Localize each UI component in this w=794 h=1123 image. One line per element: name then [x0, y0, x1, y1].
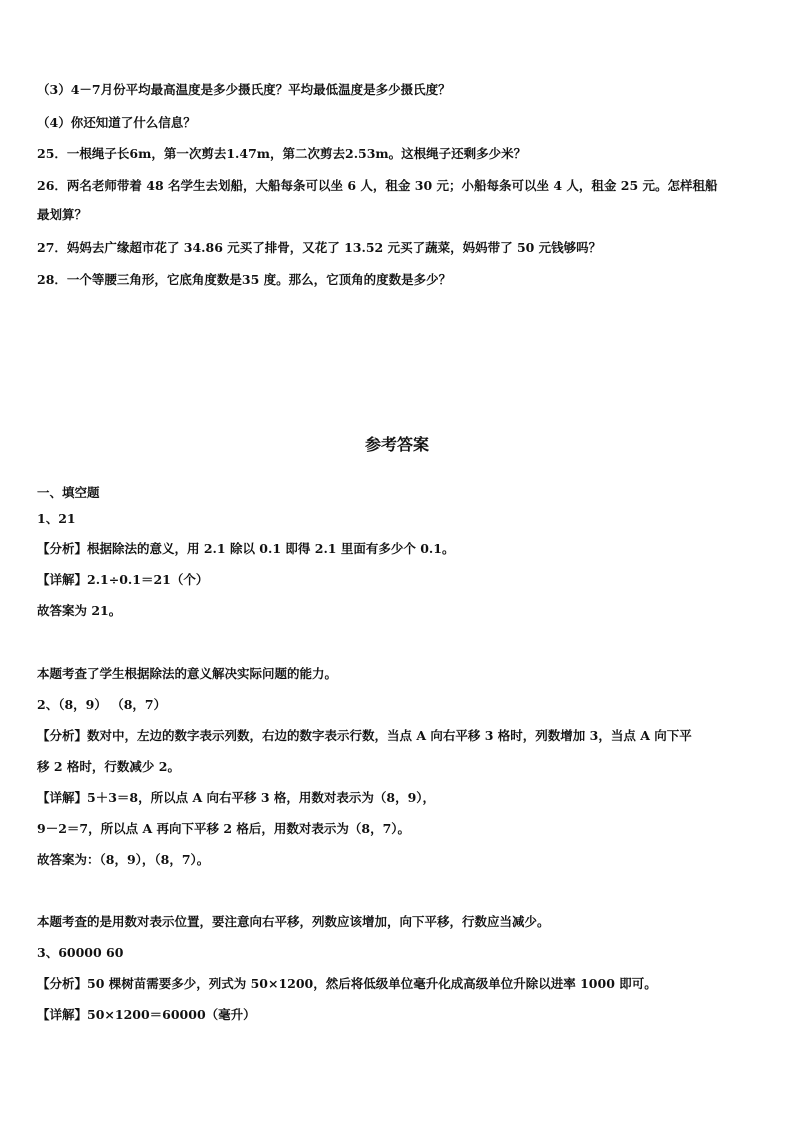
answer-1-comment: 本题考查了学生根据除法的意义解决实际问题的能力。 — [37, 666, 338, 681]
answer-2-comment: 本题考查的是用数对表示位置，要注意向右平移，列数应该增加，向下平移，行数应当减少。 — [37, 914, 550, 929]
answer-2-head: 2、（8，9） （8，7） — [37, 697, 167, 712]
answer-3-head: 3、60000 60 — [37, 945, 124, 960]
answers-title: 参考答案 — [364, 435, 429, 454]
question-26-line-2: 最划算？ — [37, 207, 88, 222]
answer-1-detail: 【详解】2.1÷0.1＝21（个） — [37, 572, 209, 587]
section-heading: 一、填空题 — [37, 485, 100, 500]
answer-2-analysis-line-1: 【分析】数对中，左边的数字表示列数，右边的数字表示行数，当点 A 向右平移 3 格时，列数增加 3，当点 A 向下平 — [37, 728, 692, 743]
question-24-part-3: （3）4－7月份平均最高温度是多少摄氏度？平均最低温度是多少摄氏度？ — [37, 82, 451, 97]
answer-2-conclusion: 故答案为：（8，9），（8，7）。 — [37, 852, 210, 867]
answer-2-detail-line-1: 【详解】5＋3＝8，所以点 A 向右平移 3 格，用数对表示为（8，9）， — [37, 790, 436, 805]
answer-1-analysis: 【分析】根据除法的意义，用 2.1 除以 0.1 即得 2.1 里面有多少个 0.1。 — [37, 541, 455, 556]
answer-1-conclusion: 故答案为 21。 — [37, 603, 122, 618]
answer-2-detail-line-2: 9－2＝7，所以点 A 再向下平移 2 格后，用数对表示为（8，7）。 — [37, 821, 411, 836]
question-27: 27．妈妈去广缘超市花了 34.86 元买了排骨，又花了 13.52 元买了蔬菜，妈妈带了 50 元钱够吗？ — [37, 240, 602, 255]
question-28: 28．一个等腰三角形，它底角度数是35 度。那么，它顶角的度数是多少？ — [37, 272, 452, 287]
question-26-line-1: 26．两名老师带着 48 名学生去划船，大船每条可以坐 6 人，租金 30 元；小船每条可以坐 4 人，租金 25 元。怎样租船 — [37, 178, 718, 193]
question-25: 25．一根绳子长6m，第一次剪去1.47m，第二次剪去2.53m。这根绳子还剩多少米？ — [37, 146, 527, 161]
answer-3-detail: 【详解】50×1200＝60000（毫升） — [37, 1007, 256, 1022]
answer-1-head: 1、21 — [37, 511, 76, 526]
question-24-part-4: （4）你还知道了什么信息？ — [37, 115, 196, 130]
answer-2-analysis-line-2: 移 2 格时，行数减少 2。 — [37, 759, 180, 774]
answer-3-analysis: 【分析】50 棵树苗需要多少，列式为 50×1200，然后将低级单位毫升化成高级单位升除以进率 1000 即可。 — [37, 976, 657, 991]
